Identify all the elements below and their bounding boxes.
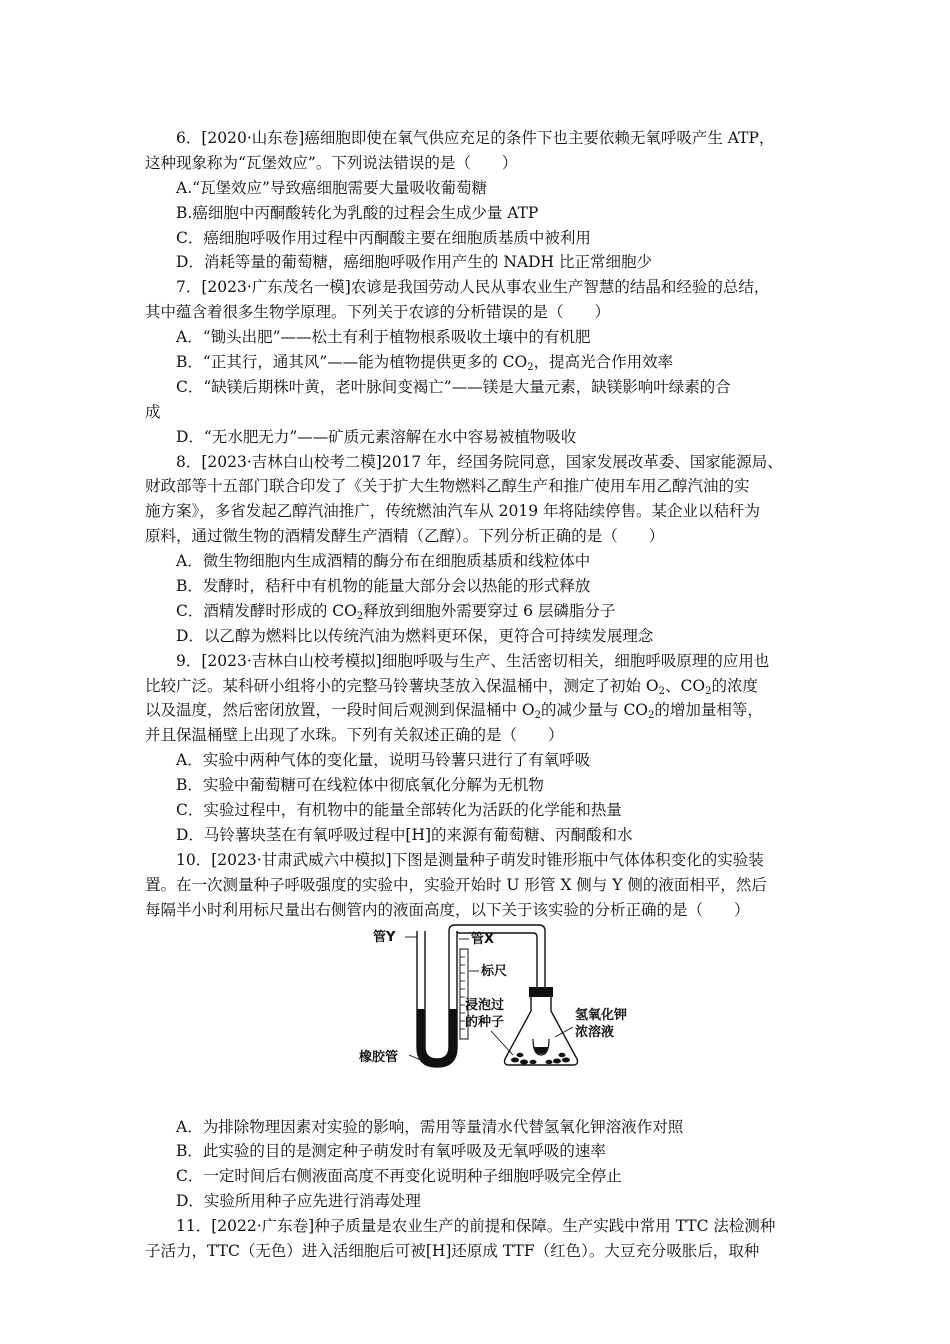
q7-option-a: A．“锄头出肥”——松土有利于植物根系吸收土壤中的有机肥 (176, 328, 591, 347)
q6-option-a: A.“瓦堡效应”导致癌细胞需要大量吸收葡萄糖 (176, 178, 487, 197)
label-rubber-tube: 橡胶管 (359, 1049, 399, 1065)
q8-option-c-text: C．酒精发酵时形成的 CO (176, 601, 357, 620)
subscript: 2 (705, 685, 712, 697)
q7-stem-line-1: 7．[2023·广东茂名一模]农谚是我国劳动人民从事农业生产智慧的结晶和经验的总结， (176, 278, 770, 297)
label-seeds-1: 浸泡过 (465, 997, 505, 1013)
q8-option-d: D．以乙醇为燃料比以传统汽油为燃料更环保，更符合可持续发展理念 (176, 626, 654, 645)
q6-stem-line-2: 这种现象称为“瓦堡效应”。下列说法错误的是（ ） (145, 153, 518, 172)
q8-stem-line-4: 原料，通过微生物的酒精发酵生产酒精（乙醇）。下列分析正确的是（ ） (145, 527, 665, 546)
q9-option-a: A．实验中两种气体的变化量，说明马铃薯只进行了有氧呼吸 (176, 751, 591, 770)
label-tube-x: 管X (471, 931, 495, 947)
q8-stem-line-1: 8．[2023·吉林白山校考二模]2017 年，经国务院同意，国家发展改革委、国家能源局、 (176, 452, 783, 471)
q10-stem-line-1: 10．[2023·甘肃武威六中模拟]下图是测量种子萌发时锥形瓶中气体体积变化的实验装 (176, 850, 764, 869)
q9-option-b: B．实验中葡萄糖可在线粒体中彻底氧化分解为无机物 (176, 776, 544, 795)
q11-stem-line-2: 子活力，TTC（无色）进入活细胞后可被[H]还原成 TTF（红色）。大豆充分吸胀后，取种 (145, 1241, 760, 1260)
subscript: 2 (527, 362, 534, 374)
q6-option-d: D．消耗等量的葡萄糖，癌细胞呼吸作用产生的 NADH 比正常细胞少 (176, 253, 652, 272)
q9-stem-line-3-text: 以及温度，然后密闭放置，一段时间后观测到保温桶中 O (145, 701, 535, 720)
q8-option-a: A．微生物细胞内生成酒精的酶分布在细胞质基质和线粒体中 (176, 552, 591, 571)
q10-stem-line-2: 置。在一次测量种子呼吸强度的实验中，实验开始时 U 形管 X 侧与 Y 侧的液面相平，然后 (145, 875, 767, 894)
liquid-x (449, 1009, 457, 1049)
q9-option-d: D．马铃薯块茎在有氧呼吸过程中[H]的来源有葡萄糖、丙酮酸和水 (176, 825, 633, 844)
question-list (145, 126, 805, 1264)
label-ruler: 标尺 (481, 963, 508, 979)
q8-option-c (145, 599, 805, 624)
q7-option-b (145, 350, 805, 375)
label-koh-2: 浓溶液 (575, 1024, 615, 1040)
q10-option-d: D．实验所用种子应先进行消毒处理 (176, 1192, 421, 1211)
q6-option-c: C．癌细胞呼吸作用过程中丙酮酸主要在细胞质基质中被利用 (176, 228, 591, 247)
q6-option-b: B.癌细胞中丙酮酸转化为乳酸的过程会生成少量 ATP (176, 203, 539, 222)
q9-stem-line-2 (145, 674, 805, 699)
q7-option-b-text: B．“正其行，通其风”——能为植物提供更多的 CO (176, 353, 528, 372)
label-koh-1: 氢氧化钾 (575, 1007, 628, 1023)
q10-option-a: A．为排除物理因素对实验的影响，需用等量清水代替氢氧化钾溶液作对照 (176, 1117, 684, 1136)
q10-option-b: B．此实验的目的是测定种子萌发时有氧呼吸及无氧呼吸的速率 (176, 1142, 606, 1161)
q9-stem-line-4: 并且保温桶壁上出现了水珠。下列有关叙述正确的是（ ） (145, 726, 564, 745)
label-tube-y: 管Y (373, 929, 396, 945)
q7-option-b-tail: ，提高光合作用效率 (533, 353, 674, 372)
q9-option-c: C．实验过程中，有机物中的能量全部转化为活跃的化学能和热量 (176, 801, 622, 820)
q8-option-b: B．发酵时，秸秆中有机物的能量大部分会以热能的形式释放 (176, 577, 591, 596)
q9-stem-line-1: 9．[2023·吉林白山校考模拟]细胞呼吸与生产、生活密切相关，细胞呼吸原理的应用也 (176, 651, 770, 670)
u-tube-inner (425, 931, 449, 1059)
q7-option-c: C．“缺镁后期株叶黄，老叶脉间变褐亡”——镁是大量元素，缺镁影响叶绿素的合 (176, 377, 731, 396)
q9-stem-line-2-tail: 的浓度 (711, 676, 758, 695)
subscript: 2 (658, 685, 666, 697)
q8-stem-line-2: 财政部等十五部门联合印发了《关于扩大生物燃料乙醇生产和推广使用车用乙醇汽油的实 (145, 477, 750, 496)
q10-stem-line-3: 每隔半小时利用标尺量出右侧管内的液面高度，以下关于该实验的分析正确的是（ ） (145, 900, 750, 919)
q9-stem-line-2-text: 比较广泛。某科研小组将小的完整马铃薯块茎放入保温桶中，测定了初始 O (145, 676, 659, 695)
q10-option-c: C．一定时间后右侧液面高度不再变化说明种子细胞呼吸完全停止 (176, 1167, 622, 1186)
liquid-y (417, 1009, 425, 1049)
flask-stopper (529, 987, 553, 997)
q9-stem-line-3 (145, 698, 805, 723)
q7-option-c-cont: 成 (145, 402, 161, 421)
apparatus-diagram (359, 927, 663, 1077)
q7-option-d: D．“无水肥无力”——矿质元素溶解在水中容易被植物吸收 (176, 427, 577, 446)
label-seeds-2: 的种子 (465, 1014, 505, 1030)
q9-stem-line-2-mid: 、CO (665, 676, 706, 695)
q8-option-c-tail: 释放到细胞外需要穿过 6 层磷脂分子 (363, 601, 616, 620)
apparatus-figure (145, 923, 805, 1115)
q9-stem-line-3-mid: 的减少量与 CO (541, 701, 649, 720)
subscript: 2 (356, 610, 364, 622)
q11-stem-line-1: 11．[2022·广东卷]种子质量是农业生产的前提和保障。生产实践中常用 TTC 法检测种 (176, 1217, 776, 1236)
q9-stem-line-3-tail: 的增加量相等， (654, 701, 763, 720)
q7-stem-line-2: 其中蕴含着很多生物学原理。下列关于农谚的分析错误的是（ ） (145, 303, 611, 322)
subscript: 2 (648, 710, 655, 722)
q6-stem-line-1: 6．[2020·山东卷]癌细胞即使在氧气供应充足的条件下也主要依赖无氧呼吸产生 ATP， (176, 129, 775, 147)
subscript: 2 (534, 710, 542, 722)
q8-stem-line-3: 施方案》，多省发起乙醇汽油推广，传统燃油汽车从 2019 年将陆续停售。某企业以秸秆为 (145, 502, 761, 521)
